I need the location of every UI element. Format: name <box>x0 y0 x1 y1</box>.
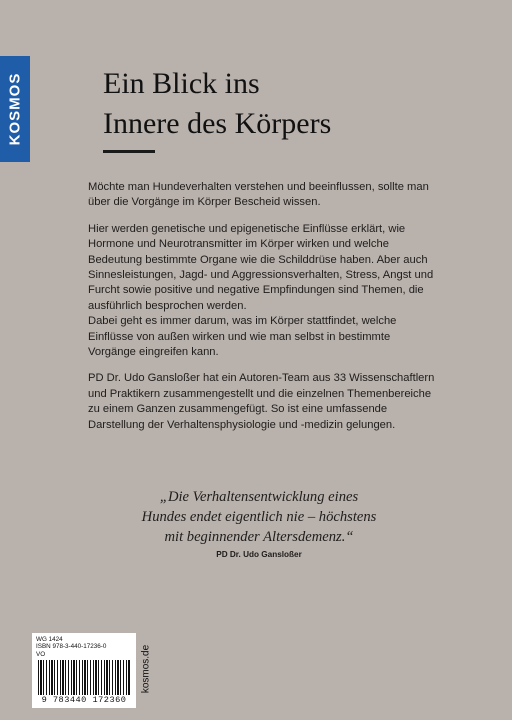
quote-line-1: „Die Verhaltensentwicklung eines <box>159 489 359 505</box>
publisher-website: kosmos.de <box>140 644 152 694</box>
quote-line-3: mit beginnender Altersdemenz.“ <box>164 529 354 545</box>
product-codes <box>36 636 106 658</box>
barcode-label <box>32 633 136 708</box>
blurb-intro: Möchte man Hundeverhalten verstehen und beeinflussen, sollte man über die Vorgänge im Körper Bescheid wissen. <box>88 181 429 209</box>
blurb-paragraph-4: PD Dr. Udo Gansloßer hat ein Autoren-Team aus 33 Wissenschaftlern und Praktikern zusammengestellt und die einzelnen Themenbereiche zu einem Ganzen zusammengefügt. So ist eine umfassende Darstellung der Verhaltensphysiologie und -medizin gelungen. <box>88 372 435 431</box>
quote-attribution: PD Dr. Udo Gansloßer <box>216 550 302 559</box>
title-line-1: Ein Blick ins <box>103 67 260 100</box>
kosmos-logo <box>0 56 30 162</box>
pull-quote <box>60 487 458 547</box>
blurb-paragraph-2: Hier werden genetische und epigenetische Einflüsse erklärt, wie Hormone und Neurotransmitter im Körper wirken und welche Bedeutung bestimmte Organe wie die Schilddrüse haben. Aber auch Sinnesleistungen, Jagd- und Aggressionsverhalten, Stress, Angst und Furcht sowie positive und negative Empfindungen sind Themen, die ausführlich besprochen werden. <box>88 222 434 312</box>
quote-line-2: Hundes endet eigentlich nie – höchstens <box>141 509 377 525</box>
kosmos-logo-text: KOSMOS <box>6 72 24 146</box>
barcode-bars <box>38 660 130 695</box>
barcode-number: 9 783440 172360 <box>41 695 127 705</box>
blurb <box>88 180 438 444</box>
blurb-paragraph-3: Dabei geht es immer darum, was im Körper stattfindet, welche Einflüsse von außen wirken und wie man selbst in bestimmte Vorgänge eingreifen kann. <box>88 315 397 359</box>
title-divider <box>103 150 155 153</box>
isbn-text: ISBN 978-3-440-17236-0 <box>36 643 107 651</box>
title-line-2: Innere des Körpers <box>103 107 332 140</box>
product-code-vo: VO <box>36 650 46 658</box>
product-group-code: WG 1424 <box>36 636 63 643</box>
book-title <box>103 64 331 144</box>
